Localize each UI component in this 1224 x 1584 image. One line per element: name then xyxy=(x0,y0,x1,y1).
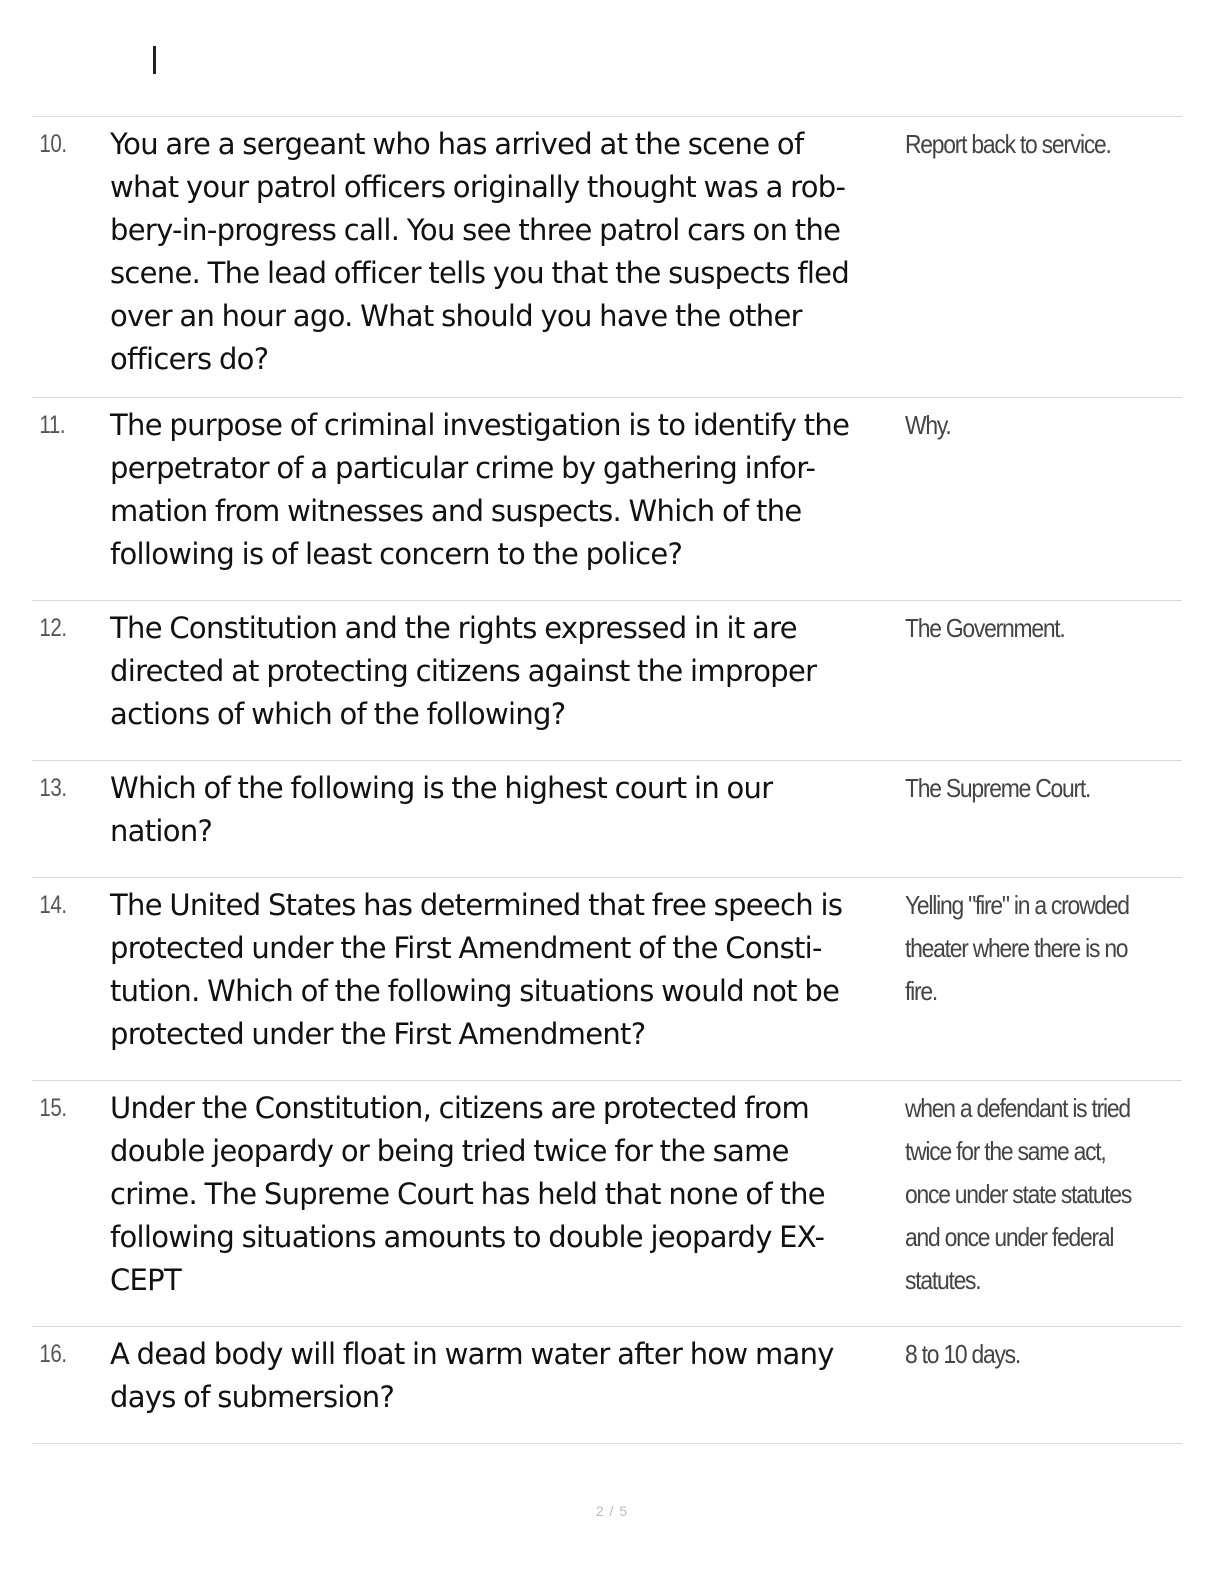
question-text: Which of the following is the highest court in our nation? xyxy=(110,771,773,848)
qa-row-13 xyxy=(32,761,1182,878)
question-number: 13. xyxy=(39,774,67,802)
qa-row-11 xyxy=(32,398,1182,601)
question-number: 15. xyxy=(39,1094,67,1122)
answer-text: 8 to 10 days. xyxy=(905,1339,1021,1369)
question-number: 11. xyxy=(39,411,66,439)
question-number: 12. xyxy=(39,614,67,642)
answer-text: when a defendant is tried twice for the same act, once under state statutes and once under federal statutes. xyxy=(905,1093,1132,1295)
question-text: The United States has determined that free speech is protected under the First Amendment of the Consti- tution. Which of the following situations would not be protected under the First Amendment? xyxy=(110,888,843,1051)
answer-text: The Government. xyxy=(905,613,1065,643)
answer-text: Why. xyxy=(905,410,951,440)
question-text: Under the Constitution, citizens are protected from double jeopardy or being tried twice for the same crime. The Supreme Court has held that none of the following situations amounts to double jeopardy EX- CEPT xyxy=(110,1091,825,1297)
answer-text: Report back to service. xyxy=(905,129,1111,159)
page-indicator: 2 / 5 xyxy=(595,1503,629,1519)
qa-row-15 xyxy=(32,1081,1182,1327)
question-text: The Constitution and the rights expressed in it are directed at protecting citizens against the improper actions of which of the following? xyxy=(110,611,817,731)
text-cursor-mark xyxy=(153,46,156,74)
answer-text: Yelling "fire" in a crowded theater where there is no fire. xyxy=(905,890,1129,1006)
question-text: The purpose of criminal investigation is to identify the perpetrator of a particular crime by gathering infor- mation from witnesses and suspects. Which of the following is of least concern to the police? xyxy=(110,408,850,571)
question-text: A dead body will float in warm water after how many days of submersion? xyxy=(110,1337,834,1414)
qa-row-14 xyxy=(32,878,1182,1081)
qa-row-10 xyxy=(32,117,1182,398)
question-number: 14. xyxy=(39,891,67,919)
qa-row-12 xyxy=(32,601,1182,761)
question-answer-list xyxy=(32,116,1182,1444)
question-number: 10. xyxy=(39,130,67,158)
question-text: You are a sergeant who has arrived at the scene of what your patrol officers originally thought was a rob- bery-in-progress call. You see three patrol cars on the scene. The lead officer tells you that the suspects fled over an hour ago. What should you have the other officers do? xyxy=(110,127,850,376)
question-number: 16. xyxy=(39,1340,67,1368)
qa-row-16 xyxy=(32,1327,1182,1444)
answer-text: The Supreme Court. xyxy=(905,773,1091,803)
